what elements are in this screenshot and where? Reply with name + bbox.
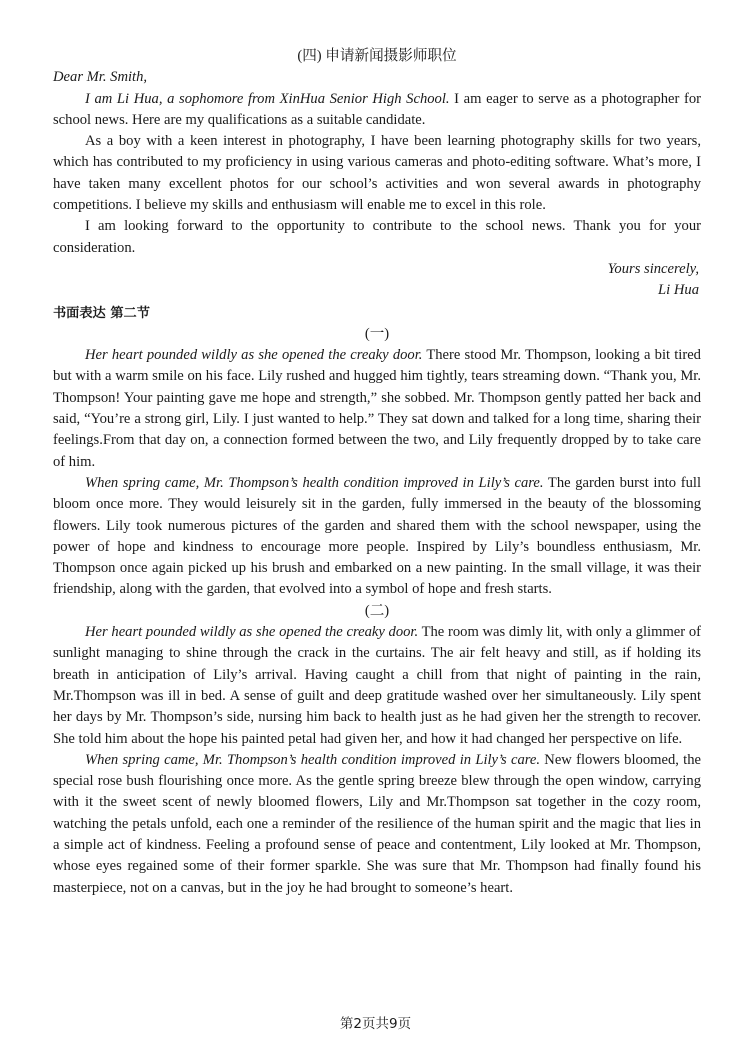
letter-title: (四) 申请新闻摄影师职位: [297, 48, 457, 64]
version-1-p1-italic: Her heart pounded wildly as she opened the creaky door.: [85, 347, 423, 364]
version-1-p1-text: There stood Mr. Thompson, looking a bit tired but with a warm smile on his face. Lily rushed and hugged him tightly, tears streaming down. “Thank you, Mr. Thompson! Your painting gave me hope and strength,” she sobbed. Mr. Thompson gently patted her back and said, “You’re a strong girl, Lily. I just wanted to help.” They sat down and talked for a long time, sharing their feelings.From that day on, a connection formed between the two, and Lily frequently dropped by to take care of him.: [53, 347, 701, 470]
version-1-paragraph-2: [53, 473, 701, 601]
letter-p1-italic: I am Li Hua, a sophomore from XinHua Senior High School.: [85, 90, 450, 107]
version-1-p2-text: The garden burst into full bloom once more. They would leisurely sit in the garden, fully immersed in the beauty of the blossoming flowers. Lily took numerous pictures of the garden and shared them with the school newspaper, using the power of hope and kindness to encourage more people. Inspired by Lily’s boundless enthusiasm, Mr. Thompson once again picked up his brush and embarked on a new painting. In the small village, it was their friendship, along with the garden, that evolved into a symbol of hope and fresh starts.: [53, 474, 702, 598]
letter-paragraph-2: As a boy with a keen interest in photography, I have been learning photography skills for two years, which has contributed to my proficiency in using various cameras and photo-editing software. What’s more, I have taken many excellent photos for our school’s activities and won several awards in photography competitions. I believe my skills and enthusiasm will enable me to excel in this role.: [53, 133, 701, 214]
page-number: 第2页共9页: [339, 1016, 412, 1032]
version-1-number: (一): [364, 325, 390, 342]
version-2-p2-italic: When spring came, Mr. Thompson’s health condition improved in Lily’s care.: [85, 751, 541, 768]
version-2-p2-text: New flowers bloomed, the special rose bush flourishing once more. As the gentle spring breeze blew through the open window, carrying with it the sweet scent of newly bloomed flowers, Lily and Mr.Thompson sat together in the cozy room, watching the petals unfold, each one a reminder of the resilience of the human spirit and the magic that lies in a simple act of kindness. Feeling a profound sense of peace and contentment, Lily looked at Mr. Thompson, whose eyes regained some of their former sparkle. She was sure that Mr. Thompson had finally found his masterpiece, not on a canvas, but in the joy he had brought to someone’s heart.: [53, 751, 701, 896]
section-label: 书面表达 第二节: [53, 305, 150, 321]
letter-salutation: Dear Mr. Smith,: [53, 69, 148, 86]
version-2-p1-text: The room was dimly lit, with only a glimmer of sunlight managing to shine through the crack in the curtains. The air felt heavy and still, as if holding its breath in anticipation of Lily’s arrival. Having caught a chill from that night of painting in the rain, Mr.Thompson was ill in bed. A sense of guilt and deep gratitude washed over her simultaneously. Lily spent her days by Mr. Thompson’s side, nursing him back to health just as he had given her the strength to recover. She told him about the hope his painted petal had given her, and how it had changed her perspective on life.: [53, 624, 701, 747]
document-page: [53, 46, 701, 899]
version-1-paragraph-1: [53, 345, 701, 473]
version-2-paragraph-2: [53, 750, 701, 899]
version-2-number: (二): [364, 602, 390, 619]
letter-paragraph-1: [53, 89, 701, 132]
version-2-p1-italic: Her heart pounded wildly as she opened the creaky door.: [85, 624, 419, 641]
version-2-paragraph-1: [53, 622, 701, 750]
letter-p1-text: I am eager to serve as a photographer for school news. Here are my qualifications as a suitable candidate.: [53, 90, 701, 128]
letter-closing: Yours sincerely,: [607, 260, 699, 277]
letter-paragraph-3: I am looking forward to the opportunity to contribute to the school news. Thank you for your consideration.: [53, 218, 701, 256]
version-1-p2-italic: When spring came, Mr. Thompson’s health condition improved in Lily’s care.: [85, 474, 544, 491]
letter-signature: Li Hua: [658, 282, 699, 299]
